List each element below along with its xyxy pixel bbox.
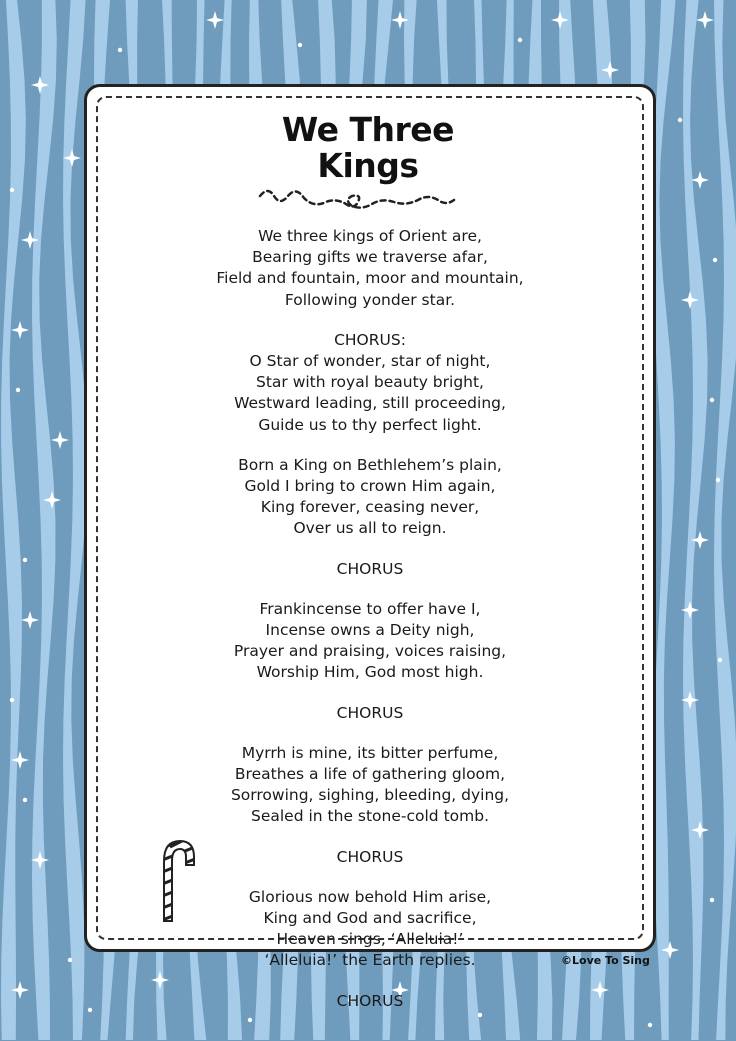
snow-dot — [88, 1008, 92, 1012]
lyric-line: Guide us to thy perfect light. — [258, 415, 482, 434]
snow-dot — [713, 258, 717, 262]
lyric-line: Sealed in the stone-cold tomb. — [251, 807, 489, 826]
snow-dot — [10, 698, 14, 702]
lyric-line: ‘Alleluia!’ the Earth replies. — [264, 951, 476, 970]
snow-dot — [68, 958, 72, 962]
snow-dot — [648, 1023, 652, 1027]
stanza — [110, 330, 630, 436]
stanza — [110, 743, 630, 828]
sparkle-icon — [206, 11, 224, 29]
title-line-1: We Three — [281, 110, 455, 149]
lyric-line: King and God and sacrifice, — [263, 909, 477, 928]
lyric-line: Following yonder star. — [284, 290, 456, 309]
lyric-line: Born a King on Bethlehem’s plain, — [238, 455, 502, 474]
lyric-line: King forever, ceasing never, — [260, 498, 480, 517]
lyric-line: Field and fountain, moor and mountain, — [216, 269, 524, 288]
snow-dot — [716, 478, 720, 482]
lyric-line: Bearing gifts we traverse afar, — [252, 248, 488, 267]
lyric-line: Breathes a life of gathering gloom, — [234, 765, 506, 784]
squiggle-divider-icon — [255, 184, 495, 214]
lyric-line: O Star of wonder, star of night, — [249, 352, 491, 371]
lyric-line: CHORUS — [336, 847, 404, 866]
lyric-line: Frankincense to offer have I, — [259, 599, 481, 618]
lyric-line: Glorious now behold Him arise, — [248, 887, 492, 906]
stanza — [110, 599, 630, 684]
stanza — [110, 226, 630, 311]
snow-dot — [23, 798, 27, 802]
sparkle-icon — [21, 611, 39, 629]
candy-cane-icon — [150, 835, 200, 925]
sparkle-icon — [51, 431, 69, 449]
stanza — [110, 455, 630, 540]
sparkle-icon — [11, 321, 29, 339]
snow-dot — [118, 48, 122, 52]
snow-dot — [718, 658, 722, 662]
snow-dot — [10, 188, 14, 192]
snow-dot — [710, 398, 714, 402]
lyric-line: Worship Him, God most high. — [256, 663, 484, 682]
snow-dot — [710, 898, 714, 902]
lyric-line: CHORUS — [336, 559, 404, 578]
snow-dot — [16, 388, 20, 392]
lyric-line: Incense owns a Deity nigh, — [265, 621, 475, 640]
title-line-2: Kings — [317, 146, 419, 185]
snow-dot — [298, 43, 302, 47]
lyric-line: CHORUS — [336, 991, 404, 1010]
lyric-line: We three kings of Orient are, — [258, 227, 482, 245]
stanza — [110, 991, 630, 1012]
song-title — [0, 112, 736, 184]
sparkle-icon — [696, 11, 714, 29]
lyric-line: CHORUS: — [334, 330, 406, 349]
stanza — [110, 559, 630, 580]
copyright-notice: ©Love To Sing — [561, 954, 650, 967]
lyric-line: CHORUS — [336, 703, 404, 722]
lyric-line: Prayer and praising, voices raising, — [233, 642, 507, 661]
snow-dot — [518, 38, 522, 42]
lyric-line: Sorrowing, sighing, bleeding, dying, — [230, 786, 510, 805]
lyric-line: Over us all to reign. — [293, 519, 447, 538]
snow-dot — [23, 558, 27, 562]
stanza — [110, 703, 630, 724]
lyric-line: Heaven sings, ‘Alleluia!’ — [276, 930, 464, 949]
lyric-line: Myrrh is mine, its bitter perfume, — [241, 743, 499, 762]
lyric-line: Westward leading, still proceeding, — [234, 394, 506, 413]
sparkle-icon — [681, 601, 699, 619]
lyric-line: Star with royal beauty bright, — [255, 373, 484, 392]
lyric-line: Gold I bring to crown Him again, — [244, 477, 496, 496]
